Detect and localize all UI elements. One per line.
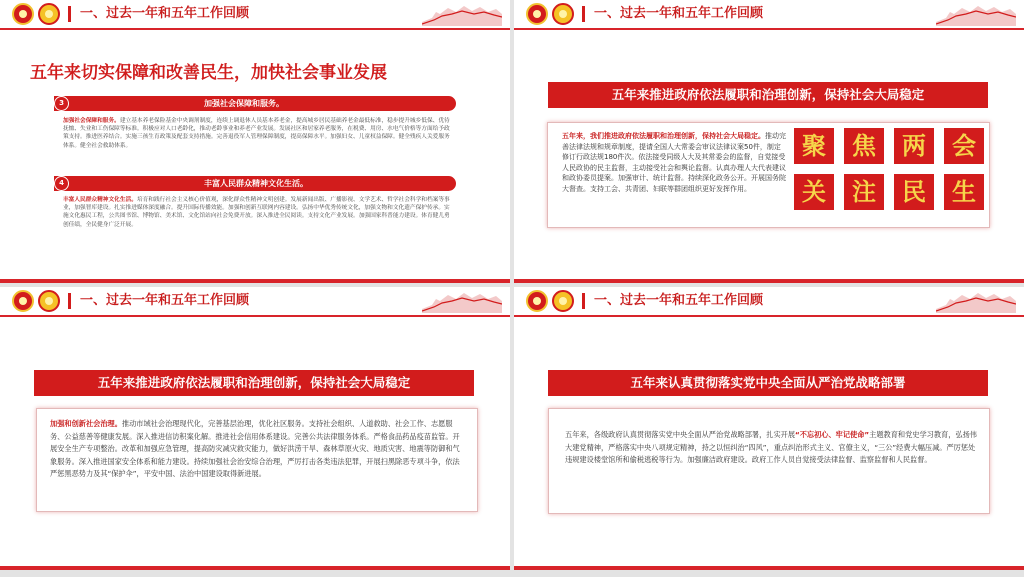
paragraph-lead: 五年来，我们推进政府依法履职和治理创新，保持社会大局稳定。	[562, 132, 765, 140]
slide-title: 五年来切实保障和改善民生，加快社会事业发展	[30, 63, 387, 83]
slogan-char: 焦	[844, 128, 884, 164]
paragraph-lead: 加强和创新社会治理。	[50, 419, 122, 428]
great-wall-icon	[422, 289, 502, 313]
great-wall-icon	[422, 2, 502, 26]
content-box	[548, 408, 990, 514]
section-heading: 加强社会保障和服务。	[54, 96, 456, 111]
header-rule	[514, 28, 1024, 30]
paragraph-highlight: “不忘初心、牢记使命”	[795, 430, 870, 439]
section-title: 一、过去一年和五年工作回顾	[594, 6, 764, 21]
paragraph-body: 推动完善法律法规和规章制度，提请全国人大常委会审议法律议案50件，制定修订行政法规180件次。依法接受同级人大及其常委会的监督，自觉接受人民政协的民主监督，主动接受社会和舆论监督。认真办理人大代表建议和政协委员提案。加强审计、统计监督。持续深化政务公开。开展国务院大督查。支持工会、共青团、妇联等群团组织更好发挥作用。	[562, 132, 786, 193]
slogan-char: 关	[794, 174, 834, 210]
slide-footer-bar	[0, 279, 510, 283]
paragraph-intro: 五年来，各级政府认真贯彻落实党中央全面从严治党战略部署，扎实开展	[565, 430, 796, 439]
slide-footer-bar	[514, 279, 1024, 283]
slide-governance	[514, 0, 1024, 283]
slide-party-discipline	[514, 287, 1024, 570]
section-paragraph	[63, 196, 455, 229]
paragraph-body: 推动市域社会治理现代化，完善基层治理，优化社区服务。支持社会组织、人道救助、社会工作、志愿服务、公益慈善等健康发展。深入推进信访积案化解。推进社会信用体系建设。完善公共法律服务体系。严格食品药品疫苗监管。开展安全生产专项整治。改革和加强应急管理，提高防灾减灾救灾能力，做好洪涝干旱、森林草原火灾、地质灾害、地震等防御和气象服务。深入推进国家安全体系和能力建设。持续加强社会治安综合治理，严厉打击各类违法犯罪，开展扫黑除恶专项斗争，依法严惩黑恶势力及其“保护伞”，平安中国、法治中国建设取得新进展。	[50, 419, 460, 478]
paragraph-lead: 加强社会保障和服务。	[63, 118, 120, 124]
section-number: 3	[54, 96, 69, 111]
national-emblem-icon	[526, 290, 548, 312]
cppcc-emblem-icon	[552, 290, 574, 312]
section-title: 一、过去一年和五年工作回顾	[80, 293, 250, 308]
section-title: 一、过去一年和五年工作回顾	[80, 6, 250, 21]
section-number: 4	[54, 176, 69, 191]
slide-header	[514, 0, 1024, 30]
section-title: 一、过去一年和五年工作回顾	[594, 293, 764, 308]
slide-footer-bar	[0, 566, 510, 570]
cppcc-emblem-icon	[552, 3, 574, 25]
national-emblem-icon	[12, 290, 34, 312]
slide-header	[0, 0, 510, 30]
slide-social-governance	[0, 287, 510, 570]
cppcc-emblem-icon	[38, 290, 60, 312]
slogan-char: 两	[894, 128, 934, 164]
slogan-char: 聚	[794, 128, 834, 164]
content-box	[36, 408, 478, 512]
slide-banner: 五年来推进政府依法履职和治理创新，保持社会大局稳定	[34, 370, 474, 396]
slide-footer-bar	[514, 566, 1024, 570]
slide-header	[514, 287, 1024, 317]
national-emblem-icon	[12, 3, 34, 25]
header-rule	[0, 315, 510, 317]
title-accent-bar	[68, 293, 71, 309]
header-rule	[514, 315, 1024, 317]
slide-header	[0, 287, 510, 317]
section-paragraph	[63, 117, 455, 150]
slogan-char: 生	[944, 174, 984, 210]
title-accent-bar	[68, 6, 71, 22]
title-accent-bar	[582, 6, 585, 22]
slide-banner: 五年来推进政府依法履职和治理创新，保持社会大局稳定	[548, 82, 988, 108]
slide-social-welfare	[0, 0, 510, 283]
paragraph-body: 建立基本养老保险基金中央调剂制度，连续上调退休人员基本养老金，提高城乡居民基础养老金最低标准，稳步提升城乡低保、优待抚恤、失业和工伤保障等标准。积极应对人口老龄化，推动老龄事业和养老产业发展。发展社区和居家养老服务，在税费、用房、水电气价格等方面给予政策支持。推进医养结合。实施三孩生育政策及配套支持措施。完善退役军人管理保障制度，提高保障水平。加强妇女、儿童权益保障。健全残疾人关爱服务体系。健全社会救助体系。	[63, 118, 450, 149]
content-paragraph	[565, 429, 977, 467]
great-wall-icon	[936, 289, 1016, 313]
paragraph-body: 培育和践行社会主义核心价值观，深化群众性精神文明创建。发展新闻出版、广播影视、文学艺术、哲学社会科学和档案等事业，加强智库建设。扎实推进媒体深度融合。提升国际传播效能。加强和创新互联网内容建设。弘扬中华优秀传统文化，加强文物和文化遗产保护传承。实施文化惠民工程，公共图书馆、博物馆、美术馆、文化馆站向社会免费开放。深入推进全民阅读。支持文化产业发展。加强国家科普能力建设。体育健儿勇创佳绩，全民健身广泛开展。	[63, 197, 450, 228]
content-paragraph	[562, 131, 787, 194]
slogan-char: 注	[844, 174, 884, 210]
paragraph-lead: 丰富人民群众精神文化生活。	[63, 197, 137, 203]
national-emblem-icon	[526, 3, 548, 25]
slogan-char: 民	[894, 174, 934, 210]
slogan-char: 会	[944, 128, 984, 164]
paragraph-body: 主题教育和党史学习教育，弘扬伟大建党精神，严格落实中央八项规定精神，持之以恒纠治“四风”，重点纠治形式主义、官僚主义，“三公”经费大幅压减。严厉惩处违规建设楼堂馆所和偷税逃税等行为。加强廉洁政府建设。政府工作人员自觉接受法律监督、监察监督和人民监督。	[565, 430, 977, 464]
slogan-grid	[794, 128, 1004, 210]
great-wall-icon	[936, 2, 1016, 26]
cppcc-emblem-icon	[38, 3, 60, 25]
section-heading: 丰富人民群众精神文化生活。	[54, 176, 456, 191]
title-accent-bar	[582, 293, 585, 309]
header-rule	[0, 28, 510, 30]
content-paragraph	[50, 418, 466, 481]
slide-banner: 五年来认真贯彻落实党中央全面从严治党战略部署	[548, 370, 988, 396]
